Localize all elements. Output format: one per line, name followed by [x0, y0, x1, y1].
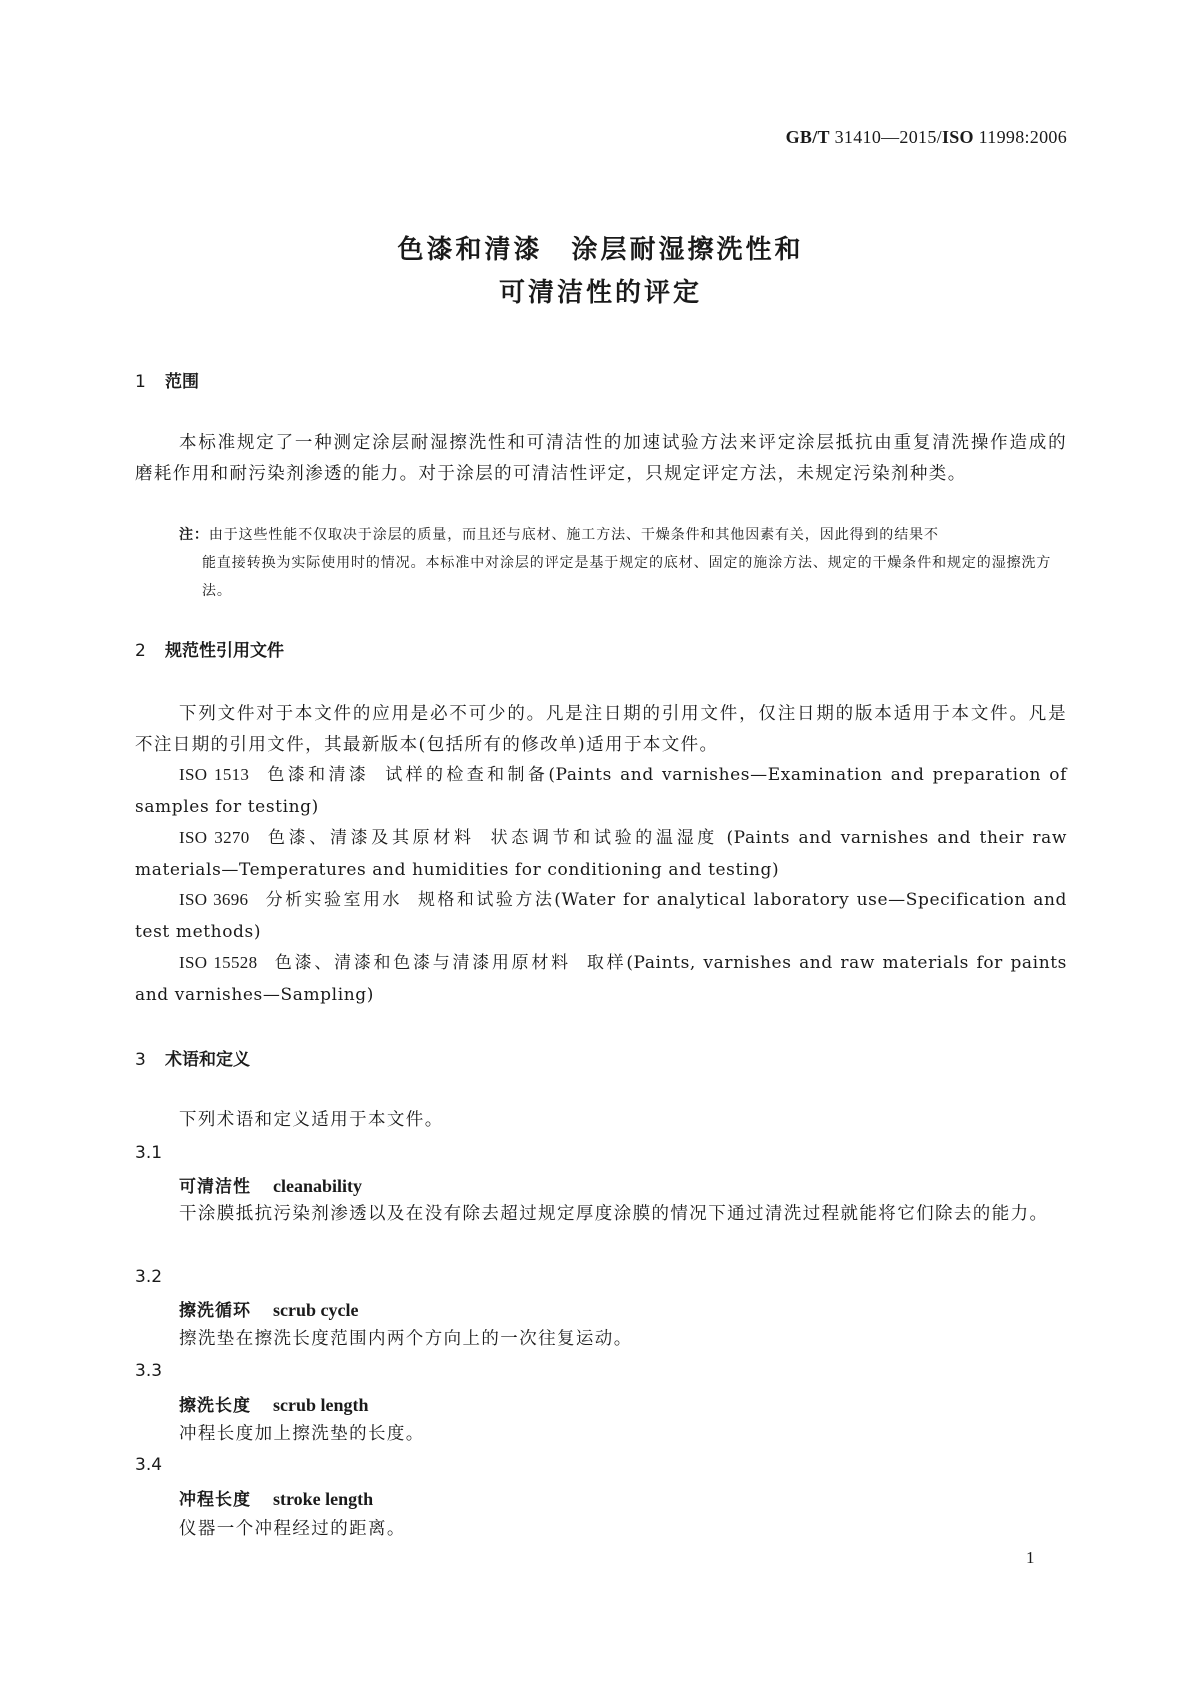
document-title-line1: 色漆和清漆 涂层耐湿擦洗性和 [397, 235, 804, 265]
section-number: 1 [135, 372, 146, 392]
standard-header [786, 127, 1067, 148]
reference-item [135, 822, 1067, 886]
term-title [179, 1485, 373, 1510]
term-en: scrub cycle [273, 1300, 359, 1320]
reference-title-zh: 色漆、清漆及其原材料 [265, 828, 475, 848]
reference-item [135, 884, 1067, 948]
term-number: 3.3 [135, 1361, 163, 1381]
section-heading-normative-references [135, 636, 284, 661]
reference-subtitle-zh: 规格和试验方法 [417, 890, 555, 910]
term-definition: 仪器一个冲程经过的距离。 [179, 1519, 406, 1539]
term-number: 3.2 [135, 1267, 163, 1287]
reference-title-zh: 色漆和清漆 [265, 765, 370, 785]
term-en: stroke length [273, 1489, 374, 1509]
term-definition: 干涂膜抵抗污染剂渗透以及在没有除去超过规定厚度涂膜的情况下通过清洗过程就能将它们除去的能力。 [179, 1204, 1049, 1224]
reference-code: ISO 15528 [179, 953, 258, 972]
iso-number: 11998:2006 [973, 127, 1067, 147]
scope-note [179, 521, 1067, 605]
term-definition: 擦洗垫在擦洗长度范围内两个方向上的一次往复运动。 [179, 1329, 633, 1349]
term-zh: 擦洗循环 [179, 1301, 251, 1321]
term-en: cleanability [273, 1176, 362, 1196]
reference-code: ISO 1513 [179, 765, 250, 784]
note-label: 注： [179, 527, 209, 543]
iso-prefix: ISO [941, 127, 974, 147]
section-number: 3 [135, 1050, 146, 1070]
term-title [179, 1296, 358, 1321]
reference-title-en: (Paints and varnishes and their raw materials—Temperatures and humidities for conditioning and testing) [135, 828, 1068, 880]
reference-subtitle-zh: 状态调节和试验的温湿度 [490, 828, 718, 848]
page-number: 1 [1026, 1548, 1035, 1567]
term-zh: 可清洁性 [179, 1177, 251, 1197]
reference-title-en: (Paints, varnishes and raw materials for paints and varnishes—Sampling) [135, 953, 1068, 1005]
term-number: 3.1 [135, 1143, 163, 1163]
standard-number: 31410—2015/ [829, 127, 942, 147]
reference-title-en: (Paints and varnishes—Examination and preparation of samples for testing) [135, 765, 1067, 817]
section-heading-terms [135, 1045, 250, 1070]
term-title [179, 1172, 362, 1197]
document-title-line2: 可清洁性的评定 [498, 278, 702, 308]
section-title: 规范性引用文件 [165, 641, 284, 661]
note-line1: 由于这些性能不仅取决于涂层的质量，而且还与底材、施工方法、干燥条件和其他因素有关，因此得到的结果不 [208, 527, 939, 543]
term-zh: 冲程长度 [179, 1490, 251, 1510]
standard-prefix: GB/T [785, 127, 830, 147]
references-paragraph: 下列文件对于本文件的应用是必不可少的。凡是注日期的引用文件，仅注日期的版本适用于本文件。凡是不注日期的引用文件，其最新版本(包括所有的修改单)适用于本文件。 [135, 704, 1067, 755]
section-number: 2 [135, 641, 146, 661]
term-definition: 冲程长度加上擦洗垫的长度。 [179, 1424, 425, 1444]
section-heading-scope [135, 367, 199, 392]
section-title: 术语和定义 [165, 1050, 250, 1070]
terms-intro-paragraph: 下列术语和定义适用于本文件。 [179, 1110, 444, 1130]
reference-subtitle-zh: 试样的检查和制备 [385, 765, 549, 785]
reference-item [135, 759, 1067, 823]
reference-title-zh: 色漆、清漆和色漆与清漆用原材料 [273, 953, 571, 973]
term-zh: 擦洗长度 [179, 1396, 251, 1416]
reference-subtitle-zh: 取样 [586, 953, 627, 973]
reference-item [135, 947, 1067, 1011]
reference-title-zh: 分析实验室用水 [264, 890, 402, 910]
scope-paragraph: 本标准规定了一种测定涂层耐湿擦洗性和可清洁性的加速试验方法来评定涂层抵抗由重复清洗操作造成的磨耗作用和耐污染剂渗透的能力。对于涂层的可清洁性评定，只规定评定方法，未规定污染剂种类。 [135, 433, 1067, 484]
term-en: scrub length [273, 1395, 369, 1415]
term-title [179, 1391, 369, 1416]
term-number: 3.4 [135, 1455, 163, 1475]
note-continuation: 能直接转换为实际使用时的情况。本标准中对涂层的评定是基于规定的底材、固定的施涂方法、规定的干燥条件和规定的湿擦洗方法。 [202, 555, 1052, 599]
section-title: 范围 [165, 372, 199, 392]
reference-code: ISO 3270 [179, 828, 250, 847]
reference-code: ISO 3696 [179, 890, 249, 909]
reference-title-en: (Water for analytical laboratory use—Specification and test methods) [135, 890, 1067, 942]
